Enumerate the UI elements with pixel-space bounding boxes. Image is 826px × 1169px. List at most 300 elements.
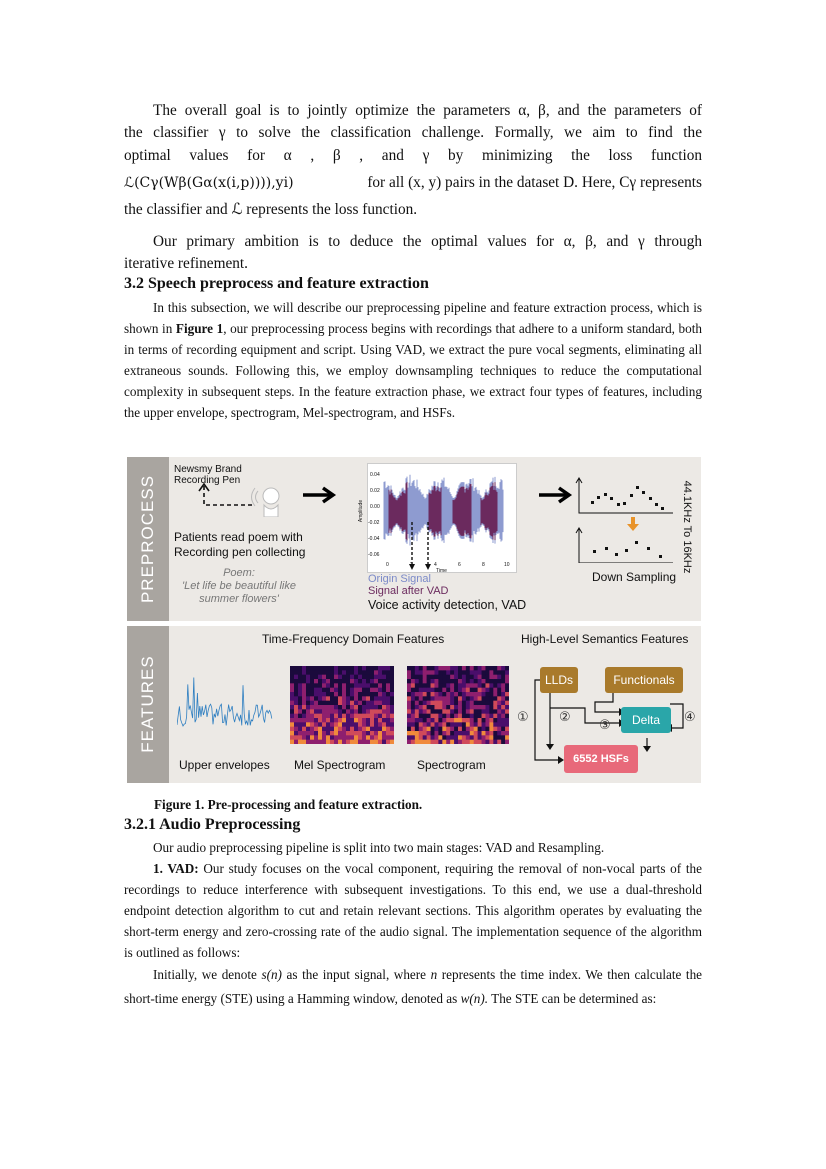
vad-boundary-arrow — [409, 564, 415, 570]
spectrogram-cell — [501, 696, 505, 701]
spectrogram-cell — [415, 675, 419, 680]
spectrogram-cell — [458, 683, 462, 688]
spectrogram-cell — [501, 679, 505, 684]
spectrogram-cell — [462, 675, 466, 680]
spectrogram-cell — [338, 692, 342, 697]
spectrogram-cell — [366, 675, 370, 680]
spectrogram-cell — [342, 722, 346, 727]
spectrogram-cell — [326, 727, 330, 732]
section-heading-3-2: 3.2 Speech preprocess and feature extraction — [124, 275, 429, 292]
spectrogram-cell — [446, 688, 450, 693]
spectrogram-cell — [454, 714, 458, 719]
ste-paragraph — [124, 963, 702, 1011]
spectrogram-cell — [290, 740, 294, 744]
spectrogram-cell — [366, 709, 370, 714]
spectrogram-cell — [458, 722, 462, 727]
legend-origin-signal: Origin Signal — [368, 573, 431, 585]
spectrogram-cell — [458, 705, 462, 710]
spectrogram-cell — [318, 692, 322, 697]
spectrogram-cell — [454, 679, 458, 684]
spectrogram-cell — [419, 740, 423, 744]
spectrogram-cell — [294, 718, 298, 723]
spectrogram-cell — [354, 731, 358, 736]
spectrogram-cell — [434, 683, 438, 688]
spectrogram-cell — [501, 709, 505, 714]
spectrogram-cell — [366, 701, 370, 706]
spectrogram-cell — [298, 727, 302, 732]
spectrogram-cell — [419, 696, 423, 701]
spectrogram-cell — [306, 683, 310, 688]
spectrogram-cell — [342, 740, 346, 744]
spectrogram-cell — [322, 701, 326, 706]
spectrogram-cell — [378, 675, 382, 680]
spectrogram-cell — [374, 709, 378, 714]
spectrogram-cell — [314, 709, 318, 714]
spectrogram-cell — [423, 731, 427, 736]
spectrogram-cell — [306, 727, 310, 732]
spectrogram-cell — [474, 735, 478, 740]
spectrogram-cell — [338, 679, 342, 684]
spectrogram-cell — [450, 683, 454, 688]
spectrogram-cell — [378, 670, 382, 675]
spectrogram-cell — [411, 675, 415, 680]
spectrogram-cell — [458, 740, 462, 744]
spectrogram-cell — [342, 679, 346, 684]
spectrogram-cell — [298, 701, 302, 706]
spectrogram-cell — [466, 735, 470, 740]
spectrogram-cell — [485, 692, 489, 697]
spectrogram-cell — [497, 696, 501, 701]
spectrogram-cell — [298, 670, 302, 675]
spectrogram-cell — [450, 740, 454, 744]
spectrogram-cell — [326, 666, 330, 671]
spectrogram-cell — [366, 718, 370, 723]
spectrogram-cell — [493, 705, 497, 710]
spectrogram-cell — [322, 683, 326, 688]
spectrogram-cell — [438, 709, 442, 714]
legend-signal-after-vad: Signal after VAD — [368, 585, 449, 597]
spectrogram-cell — [382, 714, 386, 719]
spectrogram-cell — [378, 727, 382, 732]
spectrogram-cell — [354, 709, 358, 714]
spectrogram-cell — [370, 692, 374, 697]
spectrogram-cell — [470, 722, 474, 727]
spectrogram-cell — [407, 670, 411, 675]
spectrogram-cell — [390, 718, 394, 723]
spectrogram-cell — [407, 735, 411, 740]
spectrogram-cell — [314, 692, 318, 697]
spectrogram-cell — [427, 714, 431, 719]
spectrogram-cell — [374, 666, 378, 671]
spectrogram-cell — [407, 701, 411, 706]
spectrogram-cell — [431, 727, 435, 732]
spectrogram-cell — [346, 701, 350, 706]
spectrogram-cell — [474, 666, 478, 671]
spectrogram-cell — [501, 714, 505, 719]
spectrogram-cell — [382, 692, 386, 697]
spectrogram-cell — [382, 709, 386, 714]
spectrogram-cell — [466, 666, 470, 671]
patients-label — [174, 530, 305, 560]
spectrogram-cell — [462, 727, 466, 732]
spectrogram-cell — [450, 731, 454, 736]
spectrogram-cell — [378, 692, 382, 697]
spectrogram-cell — [330, 727, 334, 732]
spectrogram-cell — [342, 675, 346, 680]
spectrogram-cell — [407, 722, 411, 727]
spectrogram-cell — [298, 714, 302, 719]
spectrogram-cell — [489, 735, 493, 740]
section-3-2-text-rest: , our preprocessing process begins with recordings that adhere to a uniform standard, both in terms of recording equipment and script. Using VAD, we extract the pure vocal segments, eliminating all extraneous sounds. Following this, we employ downsampling techniques to reduce the computational complexity in subsequent steps. In the feature extraction phase, we extract four types of features, including the upper envelope, spectrogram, Mel-spectrogram, and HSFs. — [124, 321, 702, 420]
spectrogram-cell — [438, 705, 442, 710]
spectrogram-cell — [470, 679, 474, 684]
spectrogram-cell — [346, 688, 350, 693]
spectrogram-cell — [358, 688, 362, 693]
spectrogram-cell — [427, 718, 431, 723]
spectrogram-cell — [497, 705, 501, 710]
spectrogram-cell — [470, 709, 474, 714]
spectrogram-cell — [466, 722, 470, 727]
spectrogram-cell — [310, 701, 314, 706]
spectrogram-cell — [362, 722, 366, 727]
spectrogram-cell — [415, 679, 419, 684]
spectrogram-cell — [326, 714, 330, 719]
spectrogram-cell — [407, 683, 411, 688]
spectrogram-cell — [326, 679, 330, 684]
spectrogram-cell — [322, 705, 326, 710]
spectrogram-cell — [298, 718, 302, 723]
spectrogram-cell — [342, 670, 346, 675]
spectrogram-cell — [350, 670, 354, 675]
spectrogram-cell — [346, 705, 350, 710]
spectrogram-cell — [314, 705, 318, 710]
spectrogram-cell — [362, 675, 366, 680]
spectrogram-cell — [314, 679, 318, 684]
spectrogram-cell — [310, 666, 314, 671]
spectrogram-cell — [314, 670, 318, 675]
spectrogram-cell — [462, 714, 466, 719]
spectrogram-cell — [478, 705, 482, 710]
spectrogram-cell — [415, 731, 419, 736]
spectrogram-cell — [462, 692, 466, 697]
spectrogram-cell — [415, 705, 419, 710]
down-sampling-plots — [575, 477, 675, 563]
spectrogram-cell — [318, 740, 322, 744]
spectrogram-cell — [454, 683, 458, 688]
spectrogram-cell — [382, 675, 386, 680]
spectrogram-cell — [330, 709, 334, 714]
spectrogram-cell — [419, 679, 423, 684]
waveform-x-tick: 4 — [434, 562, 437, 568]
spectrogram-cell — [411, 740, 415, 744]
spectrogram-cell — [485, 727, 489, 732]
spectrogram-cell — [390, 666, 394, 671]
device-line-1: Newsmy Brand — [174, 464, 242, 475]
spectrogram-cell — [318, 735, 322, 740]
spectrogram-cell — [382, 679, 386, 684]
figure-caption: Figure 1. Pre-processing and feature extraction. — [154, 797, 423, 812]
spectrogram-cell — [454, 722, 458, 727]
spectrogram-cell — [350, 675, 354, 680]
spectrogram-cell — [306, 679, 310, 684]
spectrogram-cell — [334, 705, 338, 710]
spectrogram-cell — [382, 722, 386, 727]
spectrogram-cell — [318, 718, 322, 723]
spectrogram-cell — [442, 735, 446, 740]
spectrogram-cell — [466, 683, 470, 688]
spectrogram-cell — [346, 740, 350, 744]
spectrogram-cell — [485, 666, 489, 671]
spectrogram-cell — [450, 735, 454, 740]
spectrogram-cell — [386, 727, 390, 732]
spectrogram-cell — [326, 675, 330, 680]
device-line-2: Recording Pen — [174, 475, 241, 486]
spectrogram-cell — [427, 701, 431, 706]
spectrogram-cell — [505, 688, 509, 693]
spectrogram-cell — [431, 714, 435, 719]
spectrogram-cell — [446, 718, 450, 723]
spectrogram-cell — [346, 718, 350, 723]
spectrogram-cell — [358, 731, 362, 736]
spectrogram-cell — [411, 670, 415, 675]
spectrogram-cell — [466, 740, 470, 744]
spectrogram-cell — [493, 714, 497, 719]
spectrogram-cell — [454, 740, 458, 744]
spectrogram-cell — [362, 688, 366, 693]
spectrogram-cell — [446, 709, 450, 714]
spectrogram-cell — [370, 679, 374, 684]
spectrogram-cell — [290, 714, 294, 719]
spectrogram-cell — [294, 735, 298, 740]
spectrogram-cell — [489, 692, 493, 697]
spectrogram-cell — [446, 692, 450, 697]
spectrogram-cell — [342, 714, 346, 719]
spectrogram-cell — [378, 701, 382, 706]
spectrogram-cell — [462, 683, 466, 688]
spectrogram-cell — [322, 696, 326, 701]
spectrogram-cell — [419, 683, 423, 688]
spectrogram-cell — [310, 722, 314, 727]
window-symbol: w(n). — [460, 991, 489, 1006]
spectrogram-cell — [302, 727, 306, 732]
spectrogram-cell — [346, 692, 350, 697]
spectrogram-cell — [318, 714, 322, 719]
spectrogram-cell — [415, 722, 419, 727]
spectrogram-cell — [478, 731, 482, 736]
spectrogram-cell — [378, 709, 382, 714]
spectrogram-cell — [318, 675, 322, 680]
spectrogram-cell — [501, 740, 505, 744]
spectrogram-cell — [411, 735, 415, 740]
spectrogram-cell — [338, 731, 342, 736]
spectrogram-cell — [358, 705, 362, 710]
spectrogram-cell — [411, 683, 415, 688]
spectrogram-cell — [470, 670, 474, 675]
spectrogram-cell — [431, 666, 435, 671]
spectrogram-cell — [326, 731, 330, 736]
spectrogram-cell — [478, 722, 482, 727]
spectrogram-cell — [318, 683, 322, 688]
spectrogram-cell — [350, 735, 354, 740]
spectrogram-cell — [318, 709, 322, 714]
spectrogram-cell — [362, 670, 366, 675]
spectrogram-cell — [505, 696, 509, 701]
objective-line-2: the classifier γ to solve the classification challenge. Formally, we aim to find the — [124, 124, 702, 142]
spectrogram-cell — [462, 735, 466, 740]
spectrogram-cell — [298, 705, 302, 710]
spectrogram-cell — [462, 740, 466, 744]
spectrogram-cell — [505, 692, 509, 697]
spectrogram-cell — [489, 701, 493, 706]
poem — [175, 567, 303, 606]
ste-text-c: represents the time index. We then calculate the short-time energy (STE) using a Hamming window, denoted as — [124, 967, 703, 1006]
paragraph-section-3-2 — [124, 297, 702, 423]
spectrogram-cell — [350, 709, 354, 714]
spectrogram-cell — [314, 714, 318, 719]
spectrogram-cell — [358, 714, 362, 719]
spectrogram-cell — [382, 740, 386, 744]
spectrogram-cell — [454, 735, 458, 740]
objective-line-3: optimal values for α , β , and γ by minimizing the loss function — [124, 146, 702, 164]
spectrogram-cell — [450, 696, 454, 701]
spectrogram-cell — [478, 679, 482, 684]
vad-label: 1. VAD: — [153, 861, 199, 876]
spectrogram-cell — [302, 679, 306, 684]
spectrogram-cell — [407, 727, 411, 732]
spectrogram-cell — [330, 714, 334, 719]
spectrogram-cell — [346, 722, 350, 727]
spectrogram-cell — [434, 727, 438, 732]
spectrogram-cell — [497, 714, 501, 719]
spectrogram-cell — [485, 718, 489, 723]
paragraph-section-3-2-1 — [124, 837, 702, 1011]
spectrogram-cell — [366, 679, 370, 684]
spectrogram-cell — [386, 666, 390, 671]
spectrogram-cell — [366, 722, 370, 727]
spectrogram-cell — [386, 670, 390, 675]
spectrogram-cell — [382, 701, 386, 706]
spectrogram-cell — [427, 696, 431, 701]
spectrogram-cell — [342, 731, 346, 736]
ste-text-b: as the input signal, where — [286, 967, 427, 982]
spectrogram-cell — [446, 675, 450, 680]
spectrogram-cell — [466, 670, 470, 675]
high-level-title: High-Level Semantics Features — [521, 632, 689, 646]
spectrogram-cell — [489, 675, 493, 680]
spectrogram-cell — [350, 731, 354, 736]
waveform-y-tick: 0.04 — [370, 472, 380, 478]
spectrogram-cell — [442, 731, 446, 736]
spectrogram-cell — [454, 692, 458, 697]
spectrogram-cell — [298, 722, 302, 727]
spectrogram-cell — [390, 731, 394, 736]
spectrogram-cell — [411, 705, 415, 710]
spectrogram-cell — [346, 709, 350, 714]
spectrogram-cell — [427, 688, 431, 693]
spectrogram-cell — [419, 727, 423, 732]
spectrogram-cell — [497, 683, 501, 688]
spectrogram-cell — [482, 718, 486, 723]
spectrogram-cell — [338, 675, 342, 680]
spectrogram-cell — [407, 692, 411, 697]
figure-1 — [127, 457, 701, 783]
spectrogram-cell — [310, 705, 314, 710]
spectrogram-cell — [366, 692, 370, 697]
spectrogram-cell — [493, 679, 497, 684]
spectrogram-cell — [446, 740, 450, 744]
spectrogram-cell — [302, 714, 306, 719]
spectrogram-cell — [411, 722, 415, 727]
spectrogram-cell — [378, 696, 382, 701]
spectrogram-cell — [501, 688, 505, 693]
spectrogram-cell — [290, 701, 294, 706]
spectrogram-cell — [438, 679, 442, 684]
waveform-y-tick: -0.04 — [368, 536, 380, 542]
section-heading-3-2-1: 3.2.1 Audio Preprocessing — [124, 816, 301, 833]
spectrogram-cell — [431, 709, 435, 714]
spectrogram-cell — [485, 722, 489, 727]
envelope-line — [177, 678, 272, 727]
spectrogram-cell — [442, 705, 446, 710]
spectrogram-cell — [338, 688, 342, 693]
spectrogram-cell — [294, 696, 298, 701]
spectrogram-cell — [382, 718, 386, 723]
spectrogram-cell — [411, 666, 415, 671]
spectrogram-cell — [314, 722, 318, 727]
spectrogram-cell — [438, 666, 442, 671]
spectrogram-cell — [330, 688, 334, 693]
spectrogram-cell — [346, 696, 350, 701]
spectrogram-cell — [431, 722, 435, 727]
spectrogram-cell — [501, 683, 505, 688]
spectrogram-cell — [442, 688, 446, 693]
spectrogram-cell — [419, 709, 423, 714]
spectrogram-cell — [326, 683, 330, 688]
spectrogram-cell — [442, 692, 446, 697]
waveform-y-label: Amplitude — [358, 499, 365, 523]
spectrogram-cell — [334, 735, 338, 740]
spectrogram-cell — [382, 683, 386, 688]
spectrogram-cell — [505, 735, 509, 740]
spectrogram-cell — [306, 688, 310, 693]
spectrogram-cell — [489, 709, 493, 714]
functionals-box: Functionals — [605, 667, 683, 693]
spectrogram-cell — [306, 696, 310, 701]
spectrogram-cell — [458, 701, 462, 706]
spectrogram-cell — [362, 709, 366, 714]
spectrogram-cell — [390, 714, 394, 719]
spectrogram-cell — [354, 727, 358, 732]
spectrogram-cell — [423, 701, 427, 706]
patients-line-2: Recording pen collecting — [174, 545, 306, 559]
step-3-marker: ③ — [599, 717, 611, 732]
spectrogram-cell — [474, 683, 478, 688]
ste-text-a: Initially, we denote — [153, 967, 257, 982]
spectrogram-cell — [505, 679, 509, 684]
spectrogram-cell — [419, 675, 423, 680]
vad-boundary-arrow — [425, 564, 431, 570]
spectrogram-cell — [374, 670, 378, 675]
spectrogram-cell — [330, 696, 334, 701]
spectrogram-cell — [470, 696, 474, 701]
spectrogram-cell — [450, 709, 454, 714]
spectrogram-cell — [334, 740, 338, 744]
spectrogram-cell — [454, 705, 458, 710]
spectrogram-cell — [314, 740, 318, 744]
spectrogram-cell — [411, 692, 415, 697]
spectrogram-cell — [478, 670, 482, 675]
spectrogram-cell — [427, 670, 431, 675]
